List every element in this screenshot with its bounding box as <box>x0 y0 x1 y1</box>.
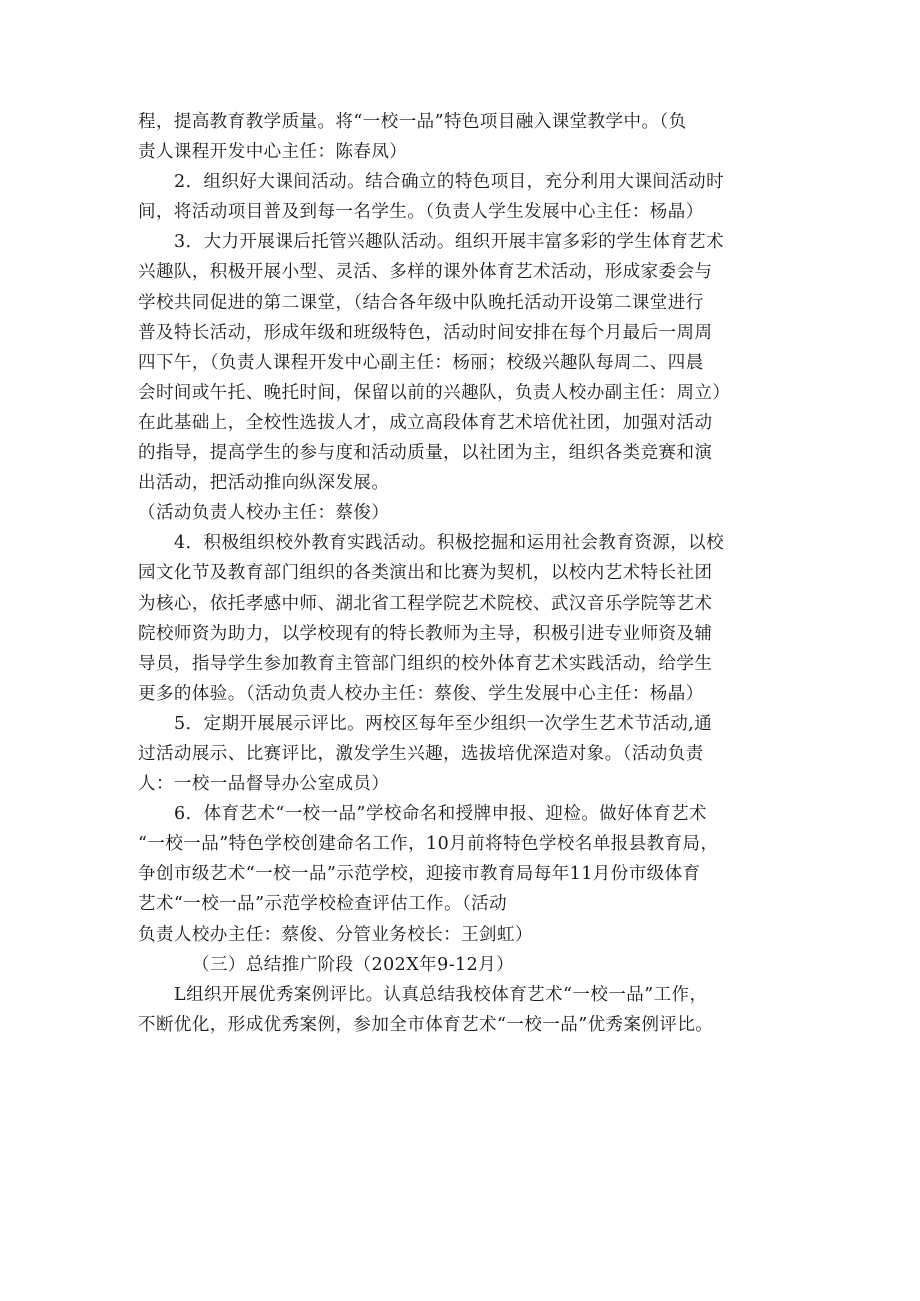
text-line: 艺术“一校一品”示范学校检查评估工作。（活动 <box>138 894 508 915</box>
text-line: 出活动，把活动推向纵深发展。 <box>138 473 390 494</box>
text-line: 会时间或午托、晚托时间，保留以前的兴趣队，负责人校办副主任：周立） <box>138 382 731 403</box>
text-line: 普及特长活动，形成年级和班级特色，活动时间安排在每个月最后一周周 <box>138 322 713 343</box>
text-line: （活动负责人校办主任：蔡俊） <box>138 503 390 524</box>
text-line: 四下午，（负责人课程开发中心副主任：杨丽；校级兴趣队每周二、四晨 <box>138 352 704 373</box>
text-line: 更多的体验。（活动负责人校办主任：蔡俊、学生发展中心主任：杨晶） <box>138 683 704 704</box>
text-line: 在此基础上，全校性选拔人才，成立高段体育艺术培优社团，加强对活动 <box>138 412 713 433</box>
document-body <box>138 107 788 1040</box>
text-line: 导员，指导学生参加教育主管部门组织的校外体育艺术实践活动，给学生 <box>138 653 713 674</box>
paragraph-item-6-naming-application <box>138 799 788 919</box>
text-line: 争创市级艺术“一校一品”示范学校，迎接市教育局每年11月份市级体育 <box>138 864 701 885</box>
text-line: 人：一校一品督导办公室成员） <box>138 774 390 795</box>
paragraph-curriculum-continued <box>138 107 788 167</box>
text-line: 兴趣队，积极开展小型、灵活、多样的课外体育艺术活动，形成家委会与 <box>138 262 713 283</box>
text-line: 过活动展示、比赛评比，激发学生兴趣，选拔培优深造对象。（活动负责 <box>138 743 704 764</box>
text-line: 6．体育艺术“一校一品”学校命名和授牌申报、迎检。做好体育艺术 <box>174 804 707 825</box>
text-line: 负责人校办主任：蔡俊、分管业务校长：王剑虹） <box>138 924 533 945</box>
text-line: 责人课程开发中心主任：陈春凤） <box>138 142 408 163</box>
paragraph-item-3-after-school-clubs <box>138 227 788 498</box>
paragraph-item-1-case-evaluation <box>138 980 788 1040</box>
text-line: 为核心，依托孝感中师、湖北省工程学院艺术院校、武汉音乐学院等艺术 <box>138 593 713 614</box>
paragraph-responsible-person <box>138 498 788 528</box>
text-line: 园文化节及教育部门组织的各类演出和比赛为契机，以校内艺术特长社团 <box>138 563 713 584</box>
paragraph-item-2-break-activity <box>138 167 788 227</box>
text-line: 院校师资为助力，以学校现有的特长教师为主导，积极引进专业师资及辅 <box>138 623 713 644</box>
paragraph-responsible-persons-2 <box>138 920 788 950</box>
text-line: （三）总结推广阶段（202X年9-12月） <box>192 954 515 975</box>
text-line: “一校一品”特色学校创建命名工作，10月前将特色学校名单报县教育局， <box>138 834 719 855</box>
text-line: 程，提高教育教学质量。将“一校一品”特色项目融入课堂教学中。（负 <box>138 112 687 132</box>
text-line: 3．大力开展课后托管兴趣队活动。组织开展丰富多彩的学生体育艺术 <box>174 232 725 253</box>
text-line: 不断优化，形成优秀案例，参加全市体育艺术“一校一品”优秀案例评比。 <box>138 1014 714 1035</box>
paragraph-item-5-showcase <box>138 709 788 799</box>
text-line: 5．定期开展展示评比。两校区每年至少组织一次学生艺术节活动,通 <box>174 713 713 734</box>
paragraph-item-4-off-campus-practice <box>138 528 788 709</box>
text-line: 的指导，提高学生的参与度和活动质量，以社团为主，组织各类竞赛和演 <box>138 443 713 464</box>
text-line: L组织开展优秀案例评比。认真总结我校体育艺术“一校一品”工作， <box>174 984 708 1005</box>
text-line: 2．组织好大课间活动。结合确立的特色项目，充分利用大课间活动时 <box>174 172 725 193</box>
text-line: 间，将活动项目普及到每一名学生。（负责人学生发展中心主任：杨晶） <box>138 202 704 223</box>
text-line: 4．积极组织校外教育实践活动。积极挖掘和运用社会教育资源，以校 <box>174 533 725 554</box>
text-line: 学校共同促进的第二课堂，（结合各年级中队晚托活动开设第二课堂进行 <box>138 292 704 313</box>
section-heading-summary-phase <box>138 950 788 980</box>
